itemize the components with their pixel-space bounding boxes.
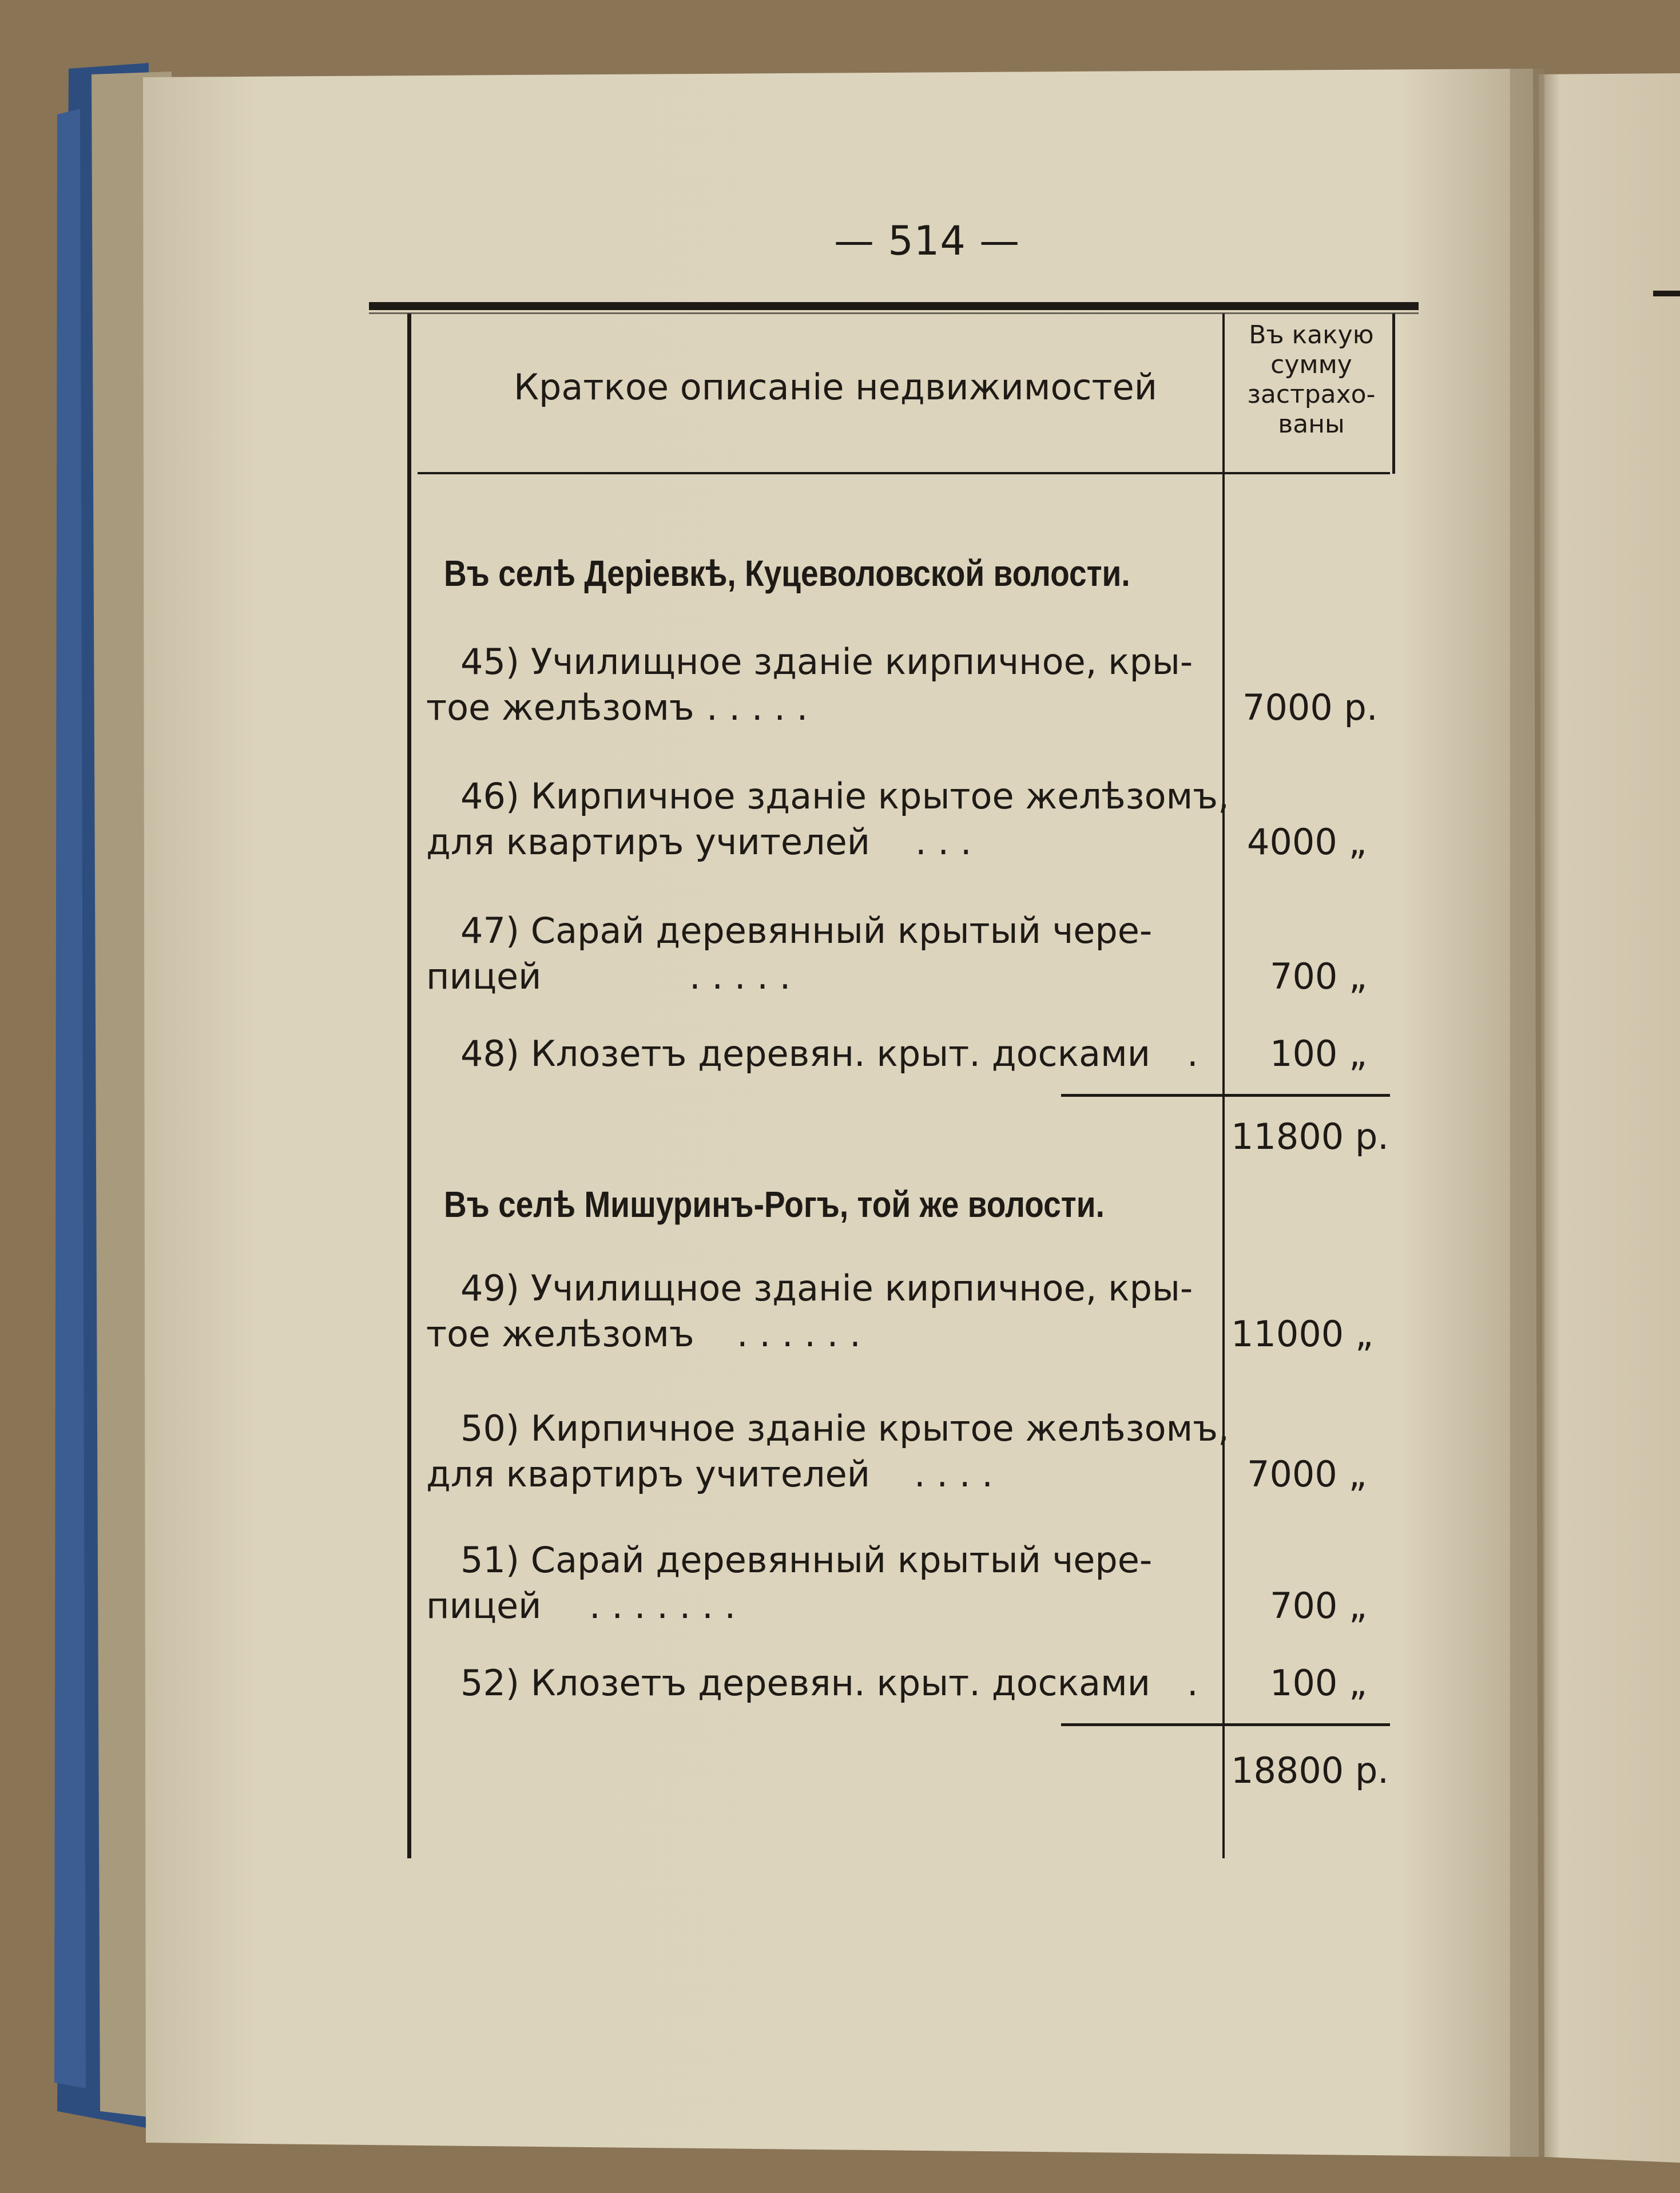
entry-52-amount: 100 „ [1270, 1662, 1368, 1704]
entry-48-amount: 100 „ [1270, 1033, 1368, 1074]
entry-46-line2: для квартиръ учителей [426, 821, 871, 863]
entry-48-line1: 48) Клозетъ деревян. крыт. досками [460, 1033, 1151, 1074]
entry-51-leader-dots: . . . . . . . [589, 1585, 736, 1627]
entry-46-amount: 4000 „ [1247, 821, 1367, 863]
entry-50-amount: 7000 „ [1247, 1453, 1367, 1495]
entry-46-line1: 46) Кирпичное зданiе крытое желѣзомъ, [460, 775, 1229, 817]
header-sum [1230, 320, 1393, 439]
entry-46-leader-dots: . . . [915, 821, 972, 863]
entry-50-line1: 50) Кирпичное зданiе крытое желѣзомъ, [460, 1407, 1229, 1449]
table-top-rule-thin [369, 312, 1419, 314]
entry-51-line2: пицей [426, 1585, 542, 1627]
entry-45-line2: тое желѣзомъ [426, 687, 694, 728]
subtotal-rule [1061, 1723, 1390, 1726]
entry-45-amount: 7000 р. [1242, 687, 1378, 728]
header-sum-line-3: застрахо- [1247, 380, 1376, 409]
header-bottom-rule [418, 472, 1390, 474]
entry-52-line1: 52) Клозетъ деревян. крыт. досками [460, 1662, 1151, 1704]
page-number: — 514 — [834, 217, 1020, 264]
entry-48-leader-dots: . [1187, 1033, 1198, 1074]
entry-47-line1: 47) Сарай деревянный крытый чере- [460, 910, 1153, 951]
entry-47-amount: 700 „ [1270, 955, 1368, 997]
header-description: Краткое описанiе недвижимостей [514, 366, 1158, 408]
section-total: 11800 р. [1231, 1116, 1389, 1157]
entry-45-line1: 45) Училищное зданiе кирпичное, кры- [460, 641, 1193, 683]
header-sum-line-4: ваны [1278, 410, 1345, 439]
header-sum-line-1: Въ какую [1249, 320, 1374, 350]
subtotal-rule [1061, 1094, 1390, 1097]
entry-51-line1: 51) Сарай деревянный крытый чере- [460, 1539, 1153, 1581]
entry-45-leader-dots: . . . . . [706, 687, 808, 728]
section-title: Въ селѣ Мишуринъ-Рогъ, той же волости. [444, 1184, 1105, 1225]
entry-49-leader-dots: . . . . . . [737, 1313, 861, 1355]
entry-51-amount: 700 „ [1270, 1585, 1368, 1627]
section-total: 18800 р. [1231, 1750, 1389, 1791]
entry-49-amount: 11000 „ [1231, 1313, 1374, 1355]
entry-49-line2: тое желѣзомъ [426, 1313, 694, 1355]
table-left-border [407, 314, 411, 1858]
table-top-rule [369, 302, 1419, 310]
entry-52-leader-dots: . [1187, 1662, 1198, 1704]
table-column-divider [1222, 314, 1225, 1858]
entry-50-line2: для квартиръ учителей [426, 1453, 871, 1495]
entry-50-leader-dots: . . . . [914, 1453, 993, 1495]
entry-49-line1: 49) Училищное зданiе кирпичное, кры- [460, 1267, 1193, 1309]
entry-47-line2: пицей [426, 955, 542, 997]
entry-47-leader-dots: . . . . . [689, 955, 791, 997]
header-sum-line-2: сумму [1270, 350, 1352, 379]
section-title: Въ селѣ Дерiевкѣ, Куцеволовской волости. [444, 553, 1130, 594]
